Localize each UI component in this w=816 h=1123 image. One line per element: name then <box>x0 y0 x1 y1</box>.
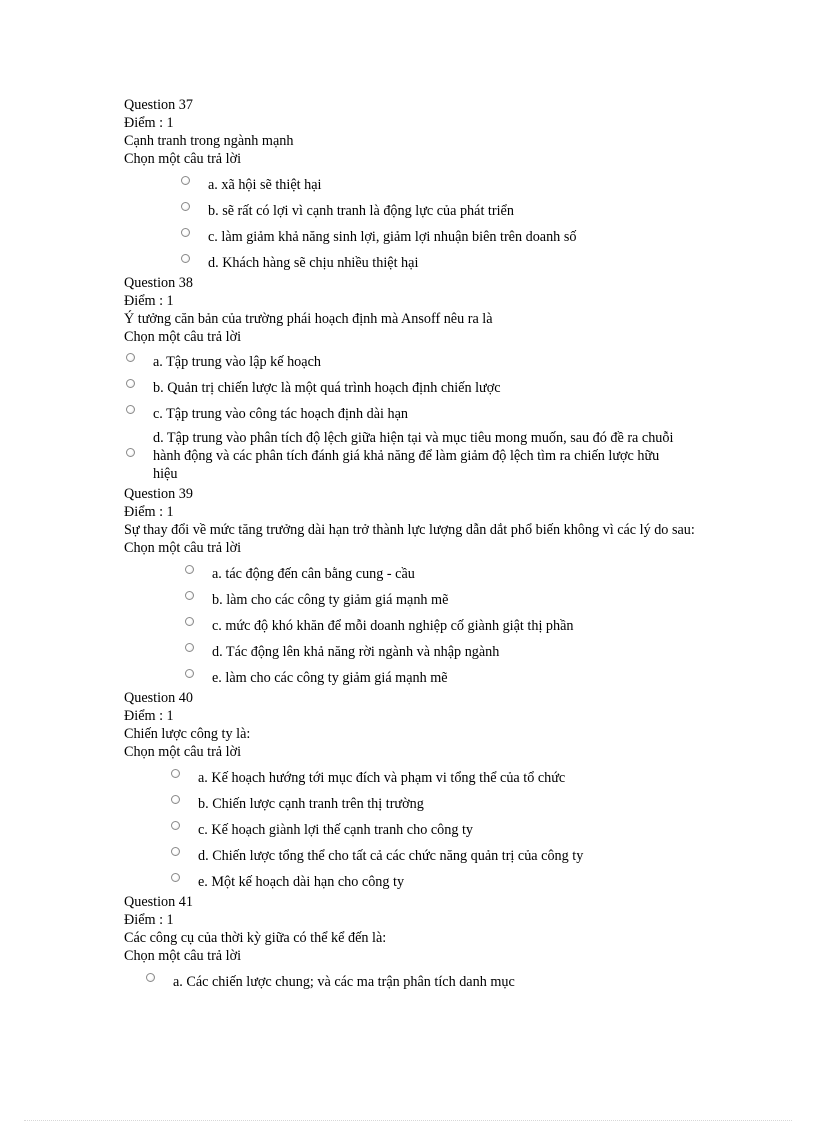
answer-prompt: Chọn một câu trả lời <box>124 329 242 345</box>
answer-option-label: e. làm cho các công ty giảm giá mạnh mẽ <box>212 670 448 686</box>
answer-option-label: c. Tập trung vào công tác hoạch định dài hạn <box>153 406 409 422</box>
answer-prompt: Chọn một câu trả lời <box>124 744 242 760</box>
answer-option-d[interactable] <box>171 845 724 871</box>
answer-option-label: d. Chiến lược tổng thể cho tất cả các chức năng quản trị của công ty <box>198 848 584 864</box>
answer-option-label: b. Quản trị chiến lược là một quá trình hoạch định chiến lược <box>153 380 501 396</box>
radio-button[interactable] <box>146 973 155 982</box>
answer-option-c[interactable] <box>126 403 724 429</box>
quiz-page <box>124 96 724 997</box>
question-41 <box>124 893 724 997</box>
radio-button[interactable] <box>181 254 190 263</box>
radio-button[interactable] <box>126 379 135 388</box>
radio-button[interactable] <box>126 405 135 414</box>
question-number: Question 41 <box>124 894 193 910</box>
answer-options <box>126 351 724 485</box>
question-38 <box>124 274 724 485</box>
radio-button[interactable] <box>171 769 180 778</box>
radio-button[interactable] <box>126 448 135 457</box>
answer-option-b[interactable] <box>185 589 724 615</box>
question-39 <box>124 485 724 689</box>
answer-option-b[interactable] <box>181 200 724 226</box>
answer-option-label: a. Các chiến lược chung; và các ma trận phân tích danh mục <box>173 974 515 990</box>
answer-prompt: Chọn một câu trả lời <box>124 540 242 556</box>
radio-button[interactable] <box>181 202 190 211</box>
answer-option-d[interactable] <box>185 641 724 667</box>
question-text: Chiến lược công ty là: <box>124 726 251 742</box>
radio-button[interactable] <box>185 643 194 652</box>
answer-options <box>146 971 724 997</box>
question-points: Điểm : 1 <box>124 708 174 724</box>
answer-options <box>185 563 724 689</box>
answer-option-c[interactable] <box>171 819 724 845</box>
answer-option-c[interactable] <box>185 615 724 641</box>
answer-option-e[interactable] <box>171 871 724 893</box>
answer-option-label: a. tác động đến cân bằng cung - cầu <box>212 566 415 582</box>
radio-button[interactable] <box>171 873 180 882</box>
question-text: Cạnh tranh trong ngành mạnh <box>124 133 294 149</box>
question-37 <box>124 96 724 274</box>
answer-option-b[interactable] <box>171 793 724 819</box>
question-points: Điểm : 1 <box>124 293 174 309</box>
question-text: Các công cụ của thời kỳ giữa có thể kể đến là: <box>124 930 387 946</box>
question-text: Ý tưởng căn bản của trường phái hoạch định mà Ansoff nêu ra là <box>124 311 493 327</box>
radio-button[interactable] <box>171 821 180 830</box>
radio-button[interactable] <box>185 617 194 626</box>
question-text: Sự thay đổi về mức tăng trưởng dài hạn trở thành lực lượng dẫn dắt phổ biến không vì các lý do sau: <box>124 522 695 538</box>
radio-button[interactable] <box>185 591 194 600</box>
question-number: Question 38 <box>124 275 193 291</box>
answer-option-label: d. Khách hàng sẽ chịu nhiều thiệt hại <box>208 255 419 271</box>
answer-option-b[interactable] <box>126 377 724 403</box>
question-points: Điểm : 1 <box>124 912 174 928</box>
answer-prompt: Chọn một câu trả lời <box>124 151 242 167</box>
radio-button[interactable] <box>181 176 190 185</box>
question-number: Question 40 <box>124 690 193 706</box>
radio-button[interactable] <box>181 228 190 237</box>
radio-button[interactable] <box>185 565 194 574</box>
answer-option-label: c. làm giảm khả năng sinh lợi, giảm lợi nhuận biên trên doanh số <box>208 229 577 245</box>
answer-prompt: Chọn một câu trả lời <box>124 948 242 964</box>
answer-option-label: d. Tác động lên khả năng rời ngành và nhập ngành <box>212 644 500 660</box>
radio-button[interactable] <box>171 847 180 856</box>
answer-option-c[interactable] <box>181 226 724 252</box>
answer-option-a[interactable] <box>181 174 724 200</box>
answer-option-d[interactable] <box>181 252 724 274</box>
answer-option-label: c. mức độ khó khăn để mỗi doanh nghiệp cố giành giật thị phần <box>212 618 574 634</box>
answer-option-d[interactable] <box>126 429 724 485</box>
answer-option-label: c. Kế hoạch giành lợi thế cạnh tranh cho công ty <box>198 822 474 838</box>
question-points: Điểm : 1 <box>124 504 174 520</box>
answer-option-e[interactable] <box>185 667 724 689</box>
question-40 <box>124 689 724 893</box>
answer-option-label: b. Chiến lược cạnh tranh trên thị trường <box>198 796 424 812</box>
question-number: Question 37 <box>124 97 193 113</box>
answer-option-label: e. Một kế hoạch dài hạn cho công ty <box>198 874 405 890</box>
answer-option-label: d. Tập trung vào phân tích độ lệch giữa hiện tại và mục tiêu mong muốn, sau đó đề ra chuỗi hành động và các phân tích đánh giá khả năng để làm giảm độ lệch tìm ra chiến lược hữu hiệu <box>153 430 674 482</box>
answer-option-label: a. Tập trung vào lập kế hoạch <box>153 354 321 370</box>
answer-option-label: a. Kế hoạch hướng tới mục đích và phạm vi tổng thể của tổ chức <box>198 770 566 786</box>
answer-option-label: b. sẽ rất có lợi vì cạnh tranh là động lực của phát triển <box>208 203 514 219</box>
answer-option-a[interactable] <box>185 563 724 589</box>
page-edge-divider <box>24 1120 792 1121</box>
answer-option-a[interactable] <box>146 971 724 997</box>
answer-options <box>181 174 724 274</box>
answer-option-label: a. xã hội sẽ thiệt hại <box>208 177 322 193</box>
radio-button[interactable] <box>126 353 135 362</box>
answer-options <box>171 767 724 893</box>
question-points: Điểm : 1 <box>124 115 174 131</box>
answer-option-label: b. làm cho các công ty giảm giá mạnh mẽ <box>212 592 449 608</box>
radio-button[interactable] <box>171 795 180 804</box>
answer-option-a[interactable] <box>171 767 724 793</box>
radio-button[interactable] <box>185 669 194 678</box>
answer-option-a[interactable] <box>126 351 724 377</box>
question-number: Question 39 <box>124 486 193 502</box>
